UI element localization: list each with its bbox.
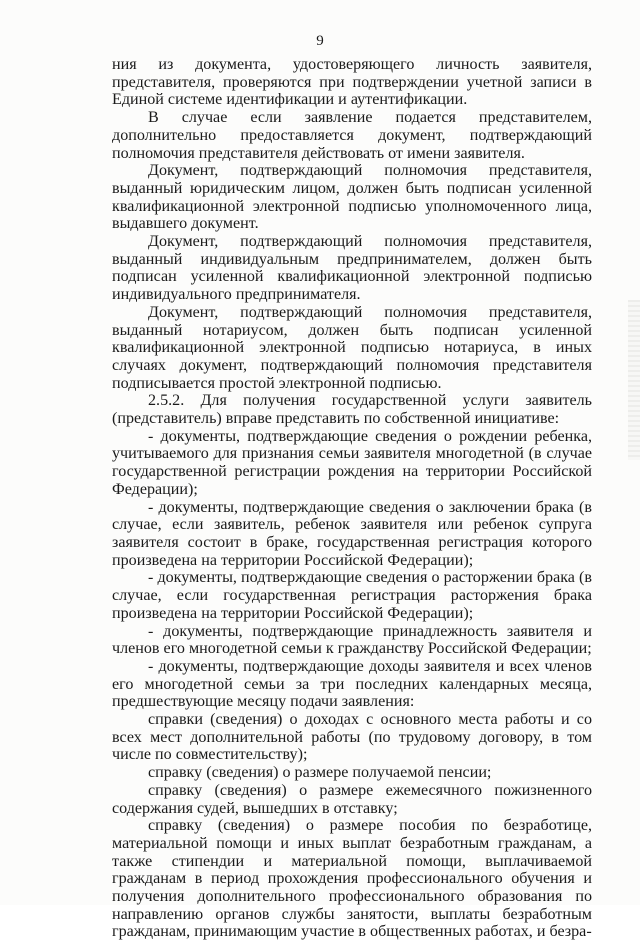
sub-item-judges: справку (сведения) о размере ежемесячного пожизненного содержания судей, вышедших в отставку; (112, 781, 592, 817)
paragraph-entrepreneur: Документ, подтверждающий полномочия представителя, выданный индивидуальным предпринимателем, должен быть подписан усиленной квалификационной электронной подписью индивидуального предпринимателя. (112, 233, 592, 304)
paragraph-notary: Документ, подтверждающий полномочия представителя, выданный нотариусом, должен быть подписан усиленной квалификационной электронной подписью нотариуса, в иных случаях документ, подтверждающий полномочия представителя подписывается простой электронной подписью. (112, 303, 592, 392)
sub-item-pension: справку (сведения) о размере получаемой пенсии; (148, 764, 492, 782)
list-item-birth: - документы, подтверждающие сведения о рождении ребенка, учитываемого для признания семьи заявителя многодетной (в случае государственной регистрации рождения на территории Российской Федерации); (112, 427, 592, 498)
paragraph-legal-entity: Документ, подтверждающий полномочия представителя, выданный юридическим лицом, должен быть подписан усиленной квалификационной электронной подписью уполномоченного лица, выдавшего документ. (112, 162, 592, 233)
list-item-citizenship: - документы, подтверждающие принадлежность заявителя и членов его многодетной семьи к гражданству Российской Федерации; (112, 622, 592, 658)
page-number: 9 (316, 33, 324, 49)
sub-item-unemployment: справку (сведения) о размере пособия по безработице, материальной помощи и иных выплат безработным гражданам, а также стипендии и материальной помощи, выплачиваемой гражданам в период прохождения профессионального обучения и получения дополнительного профессионального образования по направлению органов службы занятости, выплаты безработным гражданам, принимающим участие в общественных работах, и безра- (112, 817, 592, 941)
paragraph-representative: В случае если заявление подается представителем, дополнительно предоставляется документ, подтверждающий полномочия представителя действовать от имени заявителя. (112, 109, 592, 162)
list-item-marriage: - документы, подтверждающие сведения о заключении брака (в случае, если заявитель, ребенок заявителя или ребенок супруга заявителя состоит в браке, государственная регистрация которого произведена на территории Российской Федерации); (112, 498, 592, 569)
list-item-income: - документы, подтверждающие доходы заявителя и всех членов его многодетной семьи за три последних календарных месяца, предшествующие месяцу подачи заявления: (112, 657, 592, 711)
paragraph-continuation: ния из документа, удостоверяющего личность заявителя, представителя, проверяются при подтверждении учетной записи в Единой системе идентификации и аутентификации. (112, 56, 592, 109)
scan-edge-artifact (628, 300, 640, 460)
list-item-divorce: - документы, подтверждающие сведения о расторжении брака (в случае, если государственная регистрация расторжения брака произведена на территории Российской Федерации); (112, 569, 592, 622)
document-body (112, 56, 592, 941)
paragraph-section-2-5-2: 2.5.2. Для получения государственной услуги заявитель (представитель) вправе представить по собственной инициативе: (112, 392, 592, 428)
sub-item-work-income: справки (сведения) о доходах с основного места работы и со всех мест дополнительной работы (по трудовому договору, в том числе по совместительству); (112, 711, 592, 764)
